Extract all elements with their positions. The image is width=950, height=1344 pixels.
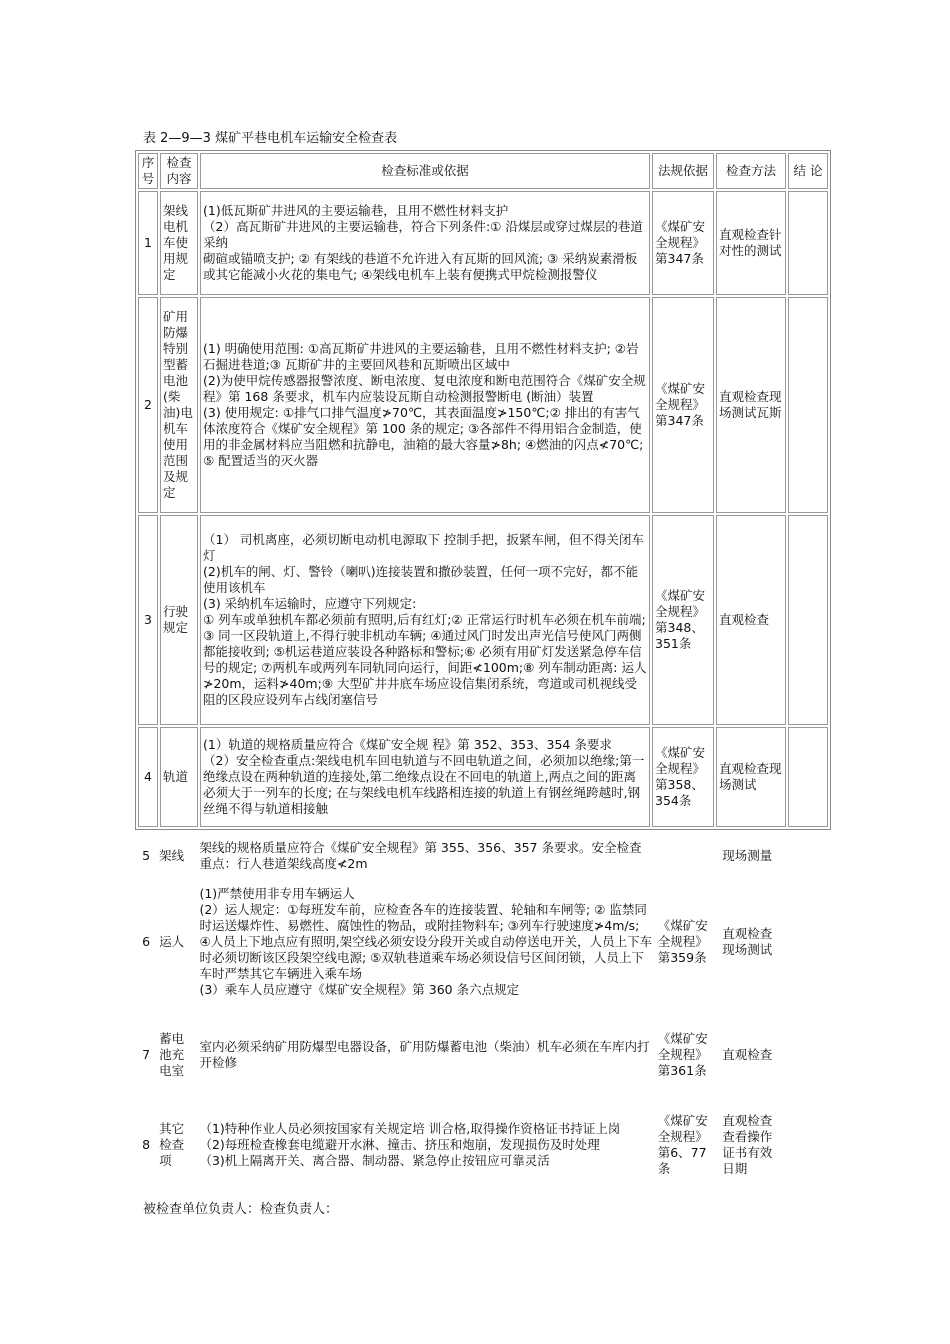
row-conclusion xyxy=(788,297,828,513)
row-standard xyxy=(197,838,655,874)
header-basis: 法规依据 xyxy=(652,153,714,189)
standard-line: （2）安全检查重点:架线电机车回电轨道与不回电轨道之间，必须加以绝缘;第一绝缘点设在两种轨道的连接处,第二绝缘点设在不回电的轨道上,两点之间的距离必须大于一列车的长度; 在与架线电机车线路相连接的轨道上有钢丝绳跨越时,钢丝绳不得与轨道相接触 xyxy=(203,753,645,816)
row-method: 直观检查现场测试瓦斯 xyxy=(716,297,786,513)
standard-line: (3) 使用规定: ①排气口排气温度≯70℃，其表面温度≯150℃;② 排出的有害气体浓度符合《煤矿安全规程》第 100 条的规定; ③各部件不得用铝合金制造，使用的非金属材料应当阻燃和抗静电，油箱的最大容量≯8h; ④燃油的闪点≮70℃; ⑤ 配置适当的灭火器 xyxy=(203,405,644,468)
row-item: 行驶规定 xyxy=(160,515,198,725)
standard-line: (1)严禁使用非专用车辆运人 xyxy=(199,886,355,901)
standard-line: 室内必须采纳矿用防爆型电器设备，矿用防爆蓄电池（柴油）机车必须在车库内打开检修 xyxy=(199,1039,650,1070)
signature-line: 被检查单位负责人：检查负责人： xyxy=(143,1202,339,1217)
table-row xyxy=(138,515,828,725)
standard-line: (1) 明确使用范围: ①高瓦斯矿井进风的主要运输巷，且用不燃性材料支护; ②岩石掘进巷道;③ 瓦斯矿井的主要回风巷和瓦斯喷出区域中 xyxy=(203,341,639,372)
document-title: 表 2—9—3 煤矿平巷电机车运输安全检查表 xyxy=(143,131,398,146)
row-basis: 《煤矿安全规程》第347条 xyxy=(652,297,714,513)
table-row xyxy=(138,191,828,295)
row-conclusion xyxy=(788,515,828,725)
row-method: 直观检查现场测试 xyxy=(722,926,773,957)
standard-line: （1)特种作业人员必须按国家有关规定培 训合格,取得操作资格证书持证上岗 xyxy=(199,1121,621,1136)
table-row xyxy=(138,297,828,513)
row-item: 其它检查项 xyxy=(159,1121,185,1168)
table-row xyxy=(135,1100,827,1190)
row-standard xyxy=(200,727,650,827)
row-method: 现场测量 xyxy=(722,848,773,863)
row-num: 4 xyxy=(138,727,158,827)
row-item: 架线电机车使用规定 xyxy=(160,191,198,295)
table-row xyxy=(138,727,828,827)
row-basis: 《煤矿安全规程》第347条 xyxy=(652,191,714,295)
row-method: 直观检查 xyxy=(722,1047,773,1062)
row-num: 8 xyxy=(142,1137,151,1152)
row-num: 6 xyxy=(142,934,151,949)
table-row xyxy=(135,874,827,1010)
table-row xyxy=(135,1010,827,1100)
row-standard xyxy=(197,874,655,1010)
row-num: 5 xyxy=(142,848,151,863)
standard-line: 架线的规格质量应符合《煤矿安全规程》第 355、356、357 条要求。安全检查重点：行人巷道架线高度≮2m xyxy=(199,840,642,871)
table-row xyxy=(135,838,827,874)
header-item: 检查内容 xyxy=(160,153,198,189)
row-standard xyxy=(197,1100,655,1190)
standard-line: (1)低瓦斯矿井进风的主要运输巷，且用不燃性材料支护 xyxy=(203,203,509,218)
row-method: 直观检查针对性的测试 xyxy=(716,191,786,295)
standard-line: (2）运人规定：①每班发车前，应检查各车的连接装置、轮轴和车闸等; ② 监禁同时运送爆炸性、易燃性、腐蚀性的物品，或附挂物料车; ③列车行驶速度≯4m/s; ④人员上下地点应有照明,架空线必须安设分段开关或自动停送电开关，人员上下车时必须切断该区段架空线电源; ⑤双轨巷道乘车场必须设信号区间闭锁，人员上下车时严禁其它车辆进入乘车场 xyxy=(199,902,653,981)
row-conclusion xyxy=(788,191,828,295)
standard-line: (2)机车的闸、灯、警铃（喇叭)连接装置和撒砂装置，任何一项不完好，都不能使用该机车 xyxy=(203,564,639,595)
header-num: 序号 xyxy=(138,153,158,189)
standard-line: （1） 司机离座，必须切断电动机电源取下 控制手把，扳紧车闸，但不得关闭车灯 xyxy=(203,532,644,563)
row-num: 2 xyxy=(138,297,158,513)
standard-line: (2)为使甲烷传感器报警浓度、断电浓度、复电浓度和断电范围符合《煤矿安全规程》第 168 条要求，机车内应装设瓦斯自动检测报警断电 (断油）装置 xyxy=(203,373,646,404)
row-item: 轨道 xyxy=(160,727,198,827)
table-header-row xyxy=(138,153,828,189)
row-num: 7 xyxy=(142,1047,151,1062)
row-basis: 《煤矿安全规程》第361条 xyxy=(657,1031,708,1078)
standard-line: 砌碹或锚喷支护; ② 有架线的巷道不允许进入有瓦斯的回风流; ③ 采纳炭素滑板或其它能减小火花的集电气; ④架线电机车上装有便携式甲烷检测报警仪 xyxy=(203,251,638,282)
row-conclusion xyxy=(788,727,828,827)
header-standard: 检查标准或依据 xyxy=(200,153,650,189)
row-num: 3 xyxy=(138,515,158,725)
row-item: 运人 xyxy=(159,934,185,949)
row-basis: 《煤矿安全规程》第358、354条 xyxy=(652,727,714,827)
row-standard xyxy=(197,1010,655,1100)
row-item: 矿用防爆特别型蓄电池(柴油)电机车使用范围及规定 xyxy=(160,297,198,513)
row-standard xyxy=(200,515,650,725)
header-method: 检查方法 xyxy=(716,153,786,189)
row-standard xyxy=(200,191,650,295)
row-method: 直观检查查看操作证书有效日期 xyxy=(722,1113,773,1176)
row-conclusion xyxy=(787,874,827,1010)
row-conclusion xyxy=(787,838,827,874)
row-conclusion xyxy=(787,1100,827,1190)
row-num: 1 xyxy=(138,191,158,295)
row-basis: 《煤矿安全规程》第6、77条 xyxy=(657,1113,708,1176)
inspection-table-continued xyxy=(135,838,827,1190)
standard-line: (3) 采纳机车运输时，应遵守下列规定: xyxy=(203,596,417,611)
row-basis: 《煤矿安全规程》第348、351条 xyxy=(652,515,714,725)
row-item: 蓄电池充电室 xyxy=(159,1031,185,1078)
row-basis xyxy=(656,838,720,874)
standard-line: ① 列车或单独机车都必须前有照明,后有红灯;② 正常运行时机车必须在机车前端; ③ 同一区段轨道上,不得行驶非机动车辆; ④通过风门时发出声光信号使风门两侧都能接收到; ⑤机运巷道应装设各种路标和警标;⑥ 必须有用矿灯发送紧急停车信号的规定; ⑦两机车或两列车同轨同向运行，间距≮100m;⑧ 列车制动距离: 运人≯20m，运料≯40m;⑨ 大型矿井井底车场应设信集闭系统，弯道或司机视线受阻的区段应设列车占线闭塞信号 xyxy=(203,612,647,707)
standard-line: (1）轨道的规格质量应符合《煤矿安全规 程》第 352、353、354 条要求 xyxy=(203,737,612,752)
row-method: 直观检查现场测试 xyxy=(716,727,786,827)
row-basis: 《煤矿安全规程》第359条 xyxy=(657,918,708,965)
standard-line: (3）乘车人员应遵守《煤矿安全规程》第 360 条六点规定 xyxy=(199,982,520,997)
standard-line: （2）高瓦斯矿井进风的主要运输巷，符合下列条件:① 沿煤层或穿过煤层的巷道采纳 xyxy=(203,219,643,250)
row-standard xyxy=(200,297,650,513)
row-method: 直观检查 xyxy=(716,515,786,725)
inspection-table xyxy=(135,150,831,830)
row-item: 架线 xyxy=(159,848,185,863)
standard-line: （2)每班检查橡套电缆避开水淋、撞击、挤压和炮崩，发现损伤及时处理 xyxy=(199,1137,600,1152)
header-conclusion: 结 论 xyxy=(788,153,828,189)
standard-line: （3)机上隔离开关、离合器、制动器、紧急停止按钮应可靠灵活 xyxy=(199,1153,550,1168)
row-conclusion xyxy=(787,1010,827,1100)
